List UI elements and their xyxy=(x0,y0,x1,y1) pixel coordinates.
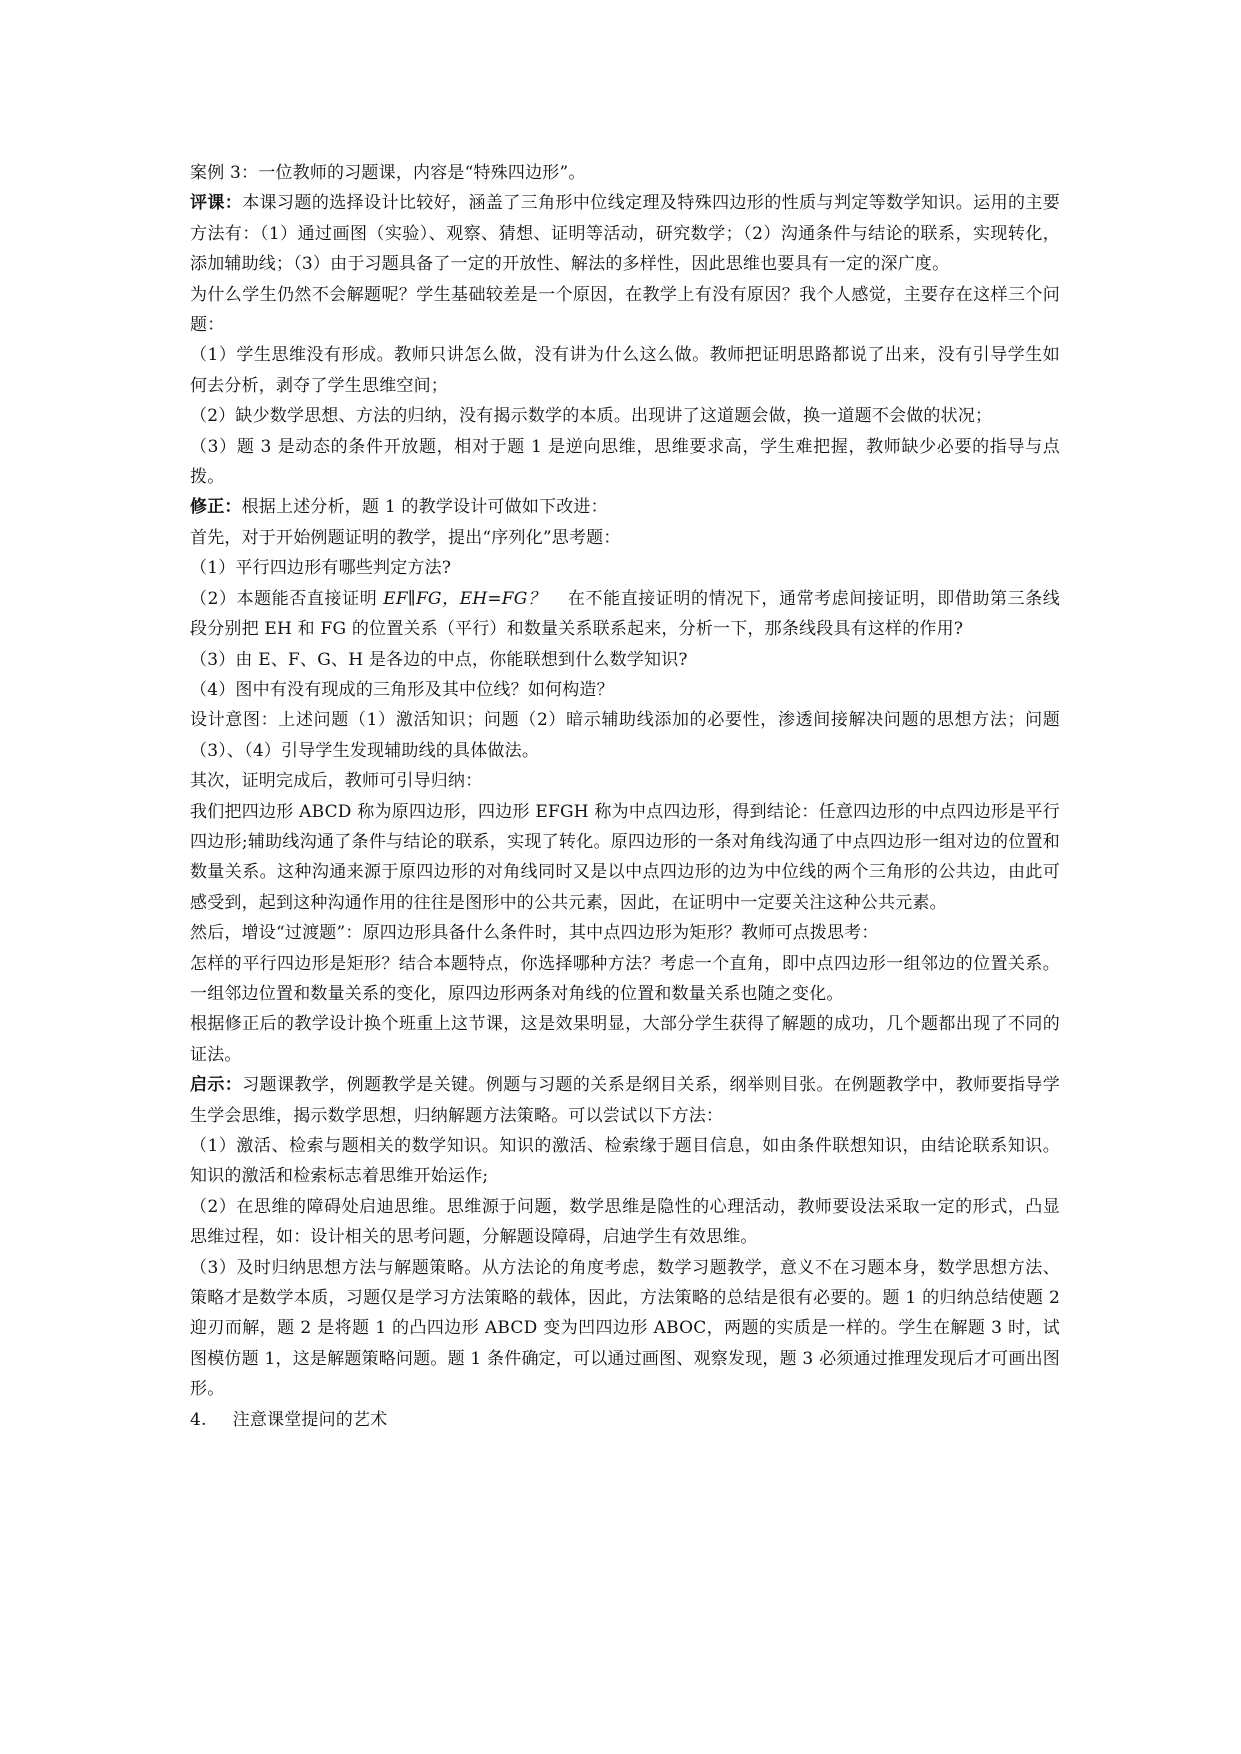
method-item-3: （3）及时归纳思想方法与解题策略。从方法论的角度考虑，数学习题教学，意义不在习题本身，数学思想方法、策略才是数学本质，习题仅是学习方法策略的载体，因此，方法策略的总结是很有必要的。题 1 的归纳总结使题 2 迎刃而解，题 2 是将题 1 的凸四边形 ABCD 变为凹四边形 ABOC，两题的实质是一样的。学生在解题 3 时，试图模仿题 1，这是解题策略问题。题 1 条件确定，可以通过画图、观察发现，题 3 必须通过推理发现后才可画出图形。 xyxy=(190,1257,1060,1400)
problem-item-1: （1）学生思维没有形成。教师只讲怎么做，没有讲为什么这么做。教师把证明思路都说了出来，没有引导学生如何去分析，剥夺了学生思维空间； xyxy=(190,345,1060,396)
section-number: 4. xyxy=(190,1409,207,1430)
math-expression-2: EH=FG xyxy=(459,588,528,609)
question-item-1: （1）平行四边形有哪些判定方法? xyxy=(190,558,452,579)
insight-text: 习题课教学，例题教学是关键。例题与习题的关系是纲目关系，纲举则目张。在例题教学中，教师要指导学生学会思维，揭示数学思想，归纳解题方法策略。可以尝试以下方法： xyxy=(190,1075,1060,1126)
method-item-2: （2）在思维的障碍处启迪思维。思维源于问题，数学思维是隐性的心理活动，教师要设法采取一定的形式，凸显思维过程，如：设计相关的思考问题，分解题设障碍，启迪学生有效思维。 xyxy=(190,1196,1060,1248)
revision-label: 修正： xyxy=(190,497,242,518)
review-label: 评课： xyxy=(190,193,243,214)
problem-item-2: （2）缺少数学思想、方法的归纳，没有揭示数学的本质。出现讲了这道题会做，换一道题不会做的状况； xyxy=(190,406,993,427)
paragraph-then: 然后，增设“过渡题”：原四边形具备什么条件时，其中点四边形为矩形？教师可点拨思考： xyxy=(190,923,879,944)
paragraph-revision xyxy=(190,492,1060,522)
paragraph-second: 其次，证明完成后，教师可引导归纳： xyxy=(190,771,483,792)
revision-text: 根据上述分析，题 1 的教学设计可做如下改进： xyxy=(241,497,608,518)
paragraph-rectangle: 怎样的平行四边形是矩形？结合本题特点，你选择哪种方法？考虑一个直角，即中点四边形一组邻边的位置关系。一组邻边位置和数量关系的变化，原四边形两条对角线的位置和数量关系也随之变化。 xyxy=(190,953,1060,1004)
problem-item-3: （3）题 3 是动态的条件开放题，相对于题 1 是逆向思维，思维要求高，学生难把握，教师缺少必要的指导与点拨。 xyxy=(190,436,1060,488)
paragraph-design-intent: 设计意图：上述问题（1）激活知识；问题（2）暗示辅助线添加的必要性，渗透间接解决问题的思想方法；问题（3）、（4）引导学生发现辅助线的具体做法。 xyxy=(190,710,1060,761)
case-title: 案例 3：一位教师的习题课，内容是“特殊四边形”。 xyxy=(190,163,586,183)
paragraph-question: 为什么学生仍然不会解题呢？学生基础较差是一个原因，在教学上有没有原因？我个人感觉，主要存在这样三个问题： xyxy=(190,284,1060,336)
math-expression-1: EF∥FG xyxy=(383,588,442,609)
section-heading-4 xyxy=(190,1405,1060,1435)
document-body xyxy=(190,158,1060,1435)
paragraph-review xyxy=(190,188,1060,279)
review-text: 本课习题的选择设计比较好，涵盖了三角形中位线定理及特殊四边形的性质与判定等数学知识。运用的主要方法有：（1）通过画图（实验）、观察、猜想、证明等活动，研究数学；（2）沟通条件与结论的联系，实现转化，添加辅助线；（3）由于习题具备了一定的开放性、解法的多样性，因此思维也要具有一定的深广度。 xyxy=(190,193,1060,275)
paragraph-insight xyxy=(190,1070,1060,1131)
method-item-1: （1）激活、检索与题相关的数学知识。知识的激活、检索缘于题目信息，如由条件联想知识，由结论联系知识。知识的激活和检索标志着思维开始运作; xyxy=(190,1136,1060,1187)
paragraph-result: 根据修正后的教学设计换个班重上这节课，这是效果明显，大部分学生获得了解题的成功，几个题都出现了不同的证法。 xyxy=(190,1014,1060,1065)
insight-label: 启示： xyxy=(190,1075,243,1096)
question-2-rest: 在不能直接证明的情况下，通常考虑间接证明，即借助第三条线段分别把 EH 和 FG 的位置关系（平行）和数量关系联系起来，分析一下，那条线段具有这样的作用? xyxy=(190,588,1061,640)
question-item-4: （4）图中有没有现成的三角形及其中位线？如何构造？ xyxy=(190,679,614,700)
math-question-mark: ？ xyxy=(527,588,546,609)
paragraph-first: 首先，对于开始例题证明的教学，提出“序列化”思考题： xyxy=(190,527,621,548)
section-title: 注意课堂提问的艺术 xyxy=(232,1409,388,1430)
question-item-2 xyxy=(190,584,1060,645)
paragraph-conclusion: 我们把四边形 ABCD 称为原四边形，四边形 EFGH 称为中点四边形，得到结论：任意四边形的中点四边形是平行四边形;辅助线沟通了条件与结论的联系，实现了转化。原四边形的一条对角线沟通了中点四边形一组对边的位置和数量关系。这种沟通来源于原四边形的对角线同时又是以中点四边形的边为中位线的两个三角形的公共边，由此可感受到，起到这种沟通作用的往往是图形中的公共元素，因此，在证明中一定要关注这种公共元素。 xyxy=(190,801,1060,913)
math-comma: ， xyxy=(441,588,460,609)
question-item-3: （3）由 E、F、G、H 是各边的中点，你能联想到什么数学知识? xyxy=(190,649,688,670)
question-2-lead: （2）本题能否直接证明 xyxy=(190,588,384,609)
